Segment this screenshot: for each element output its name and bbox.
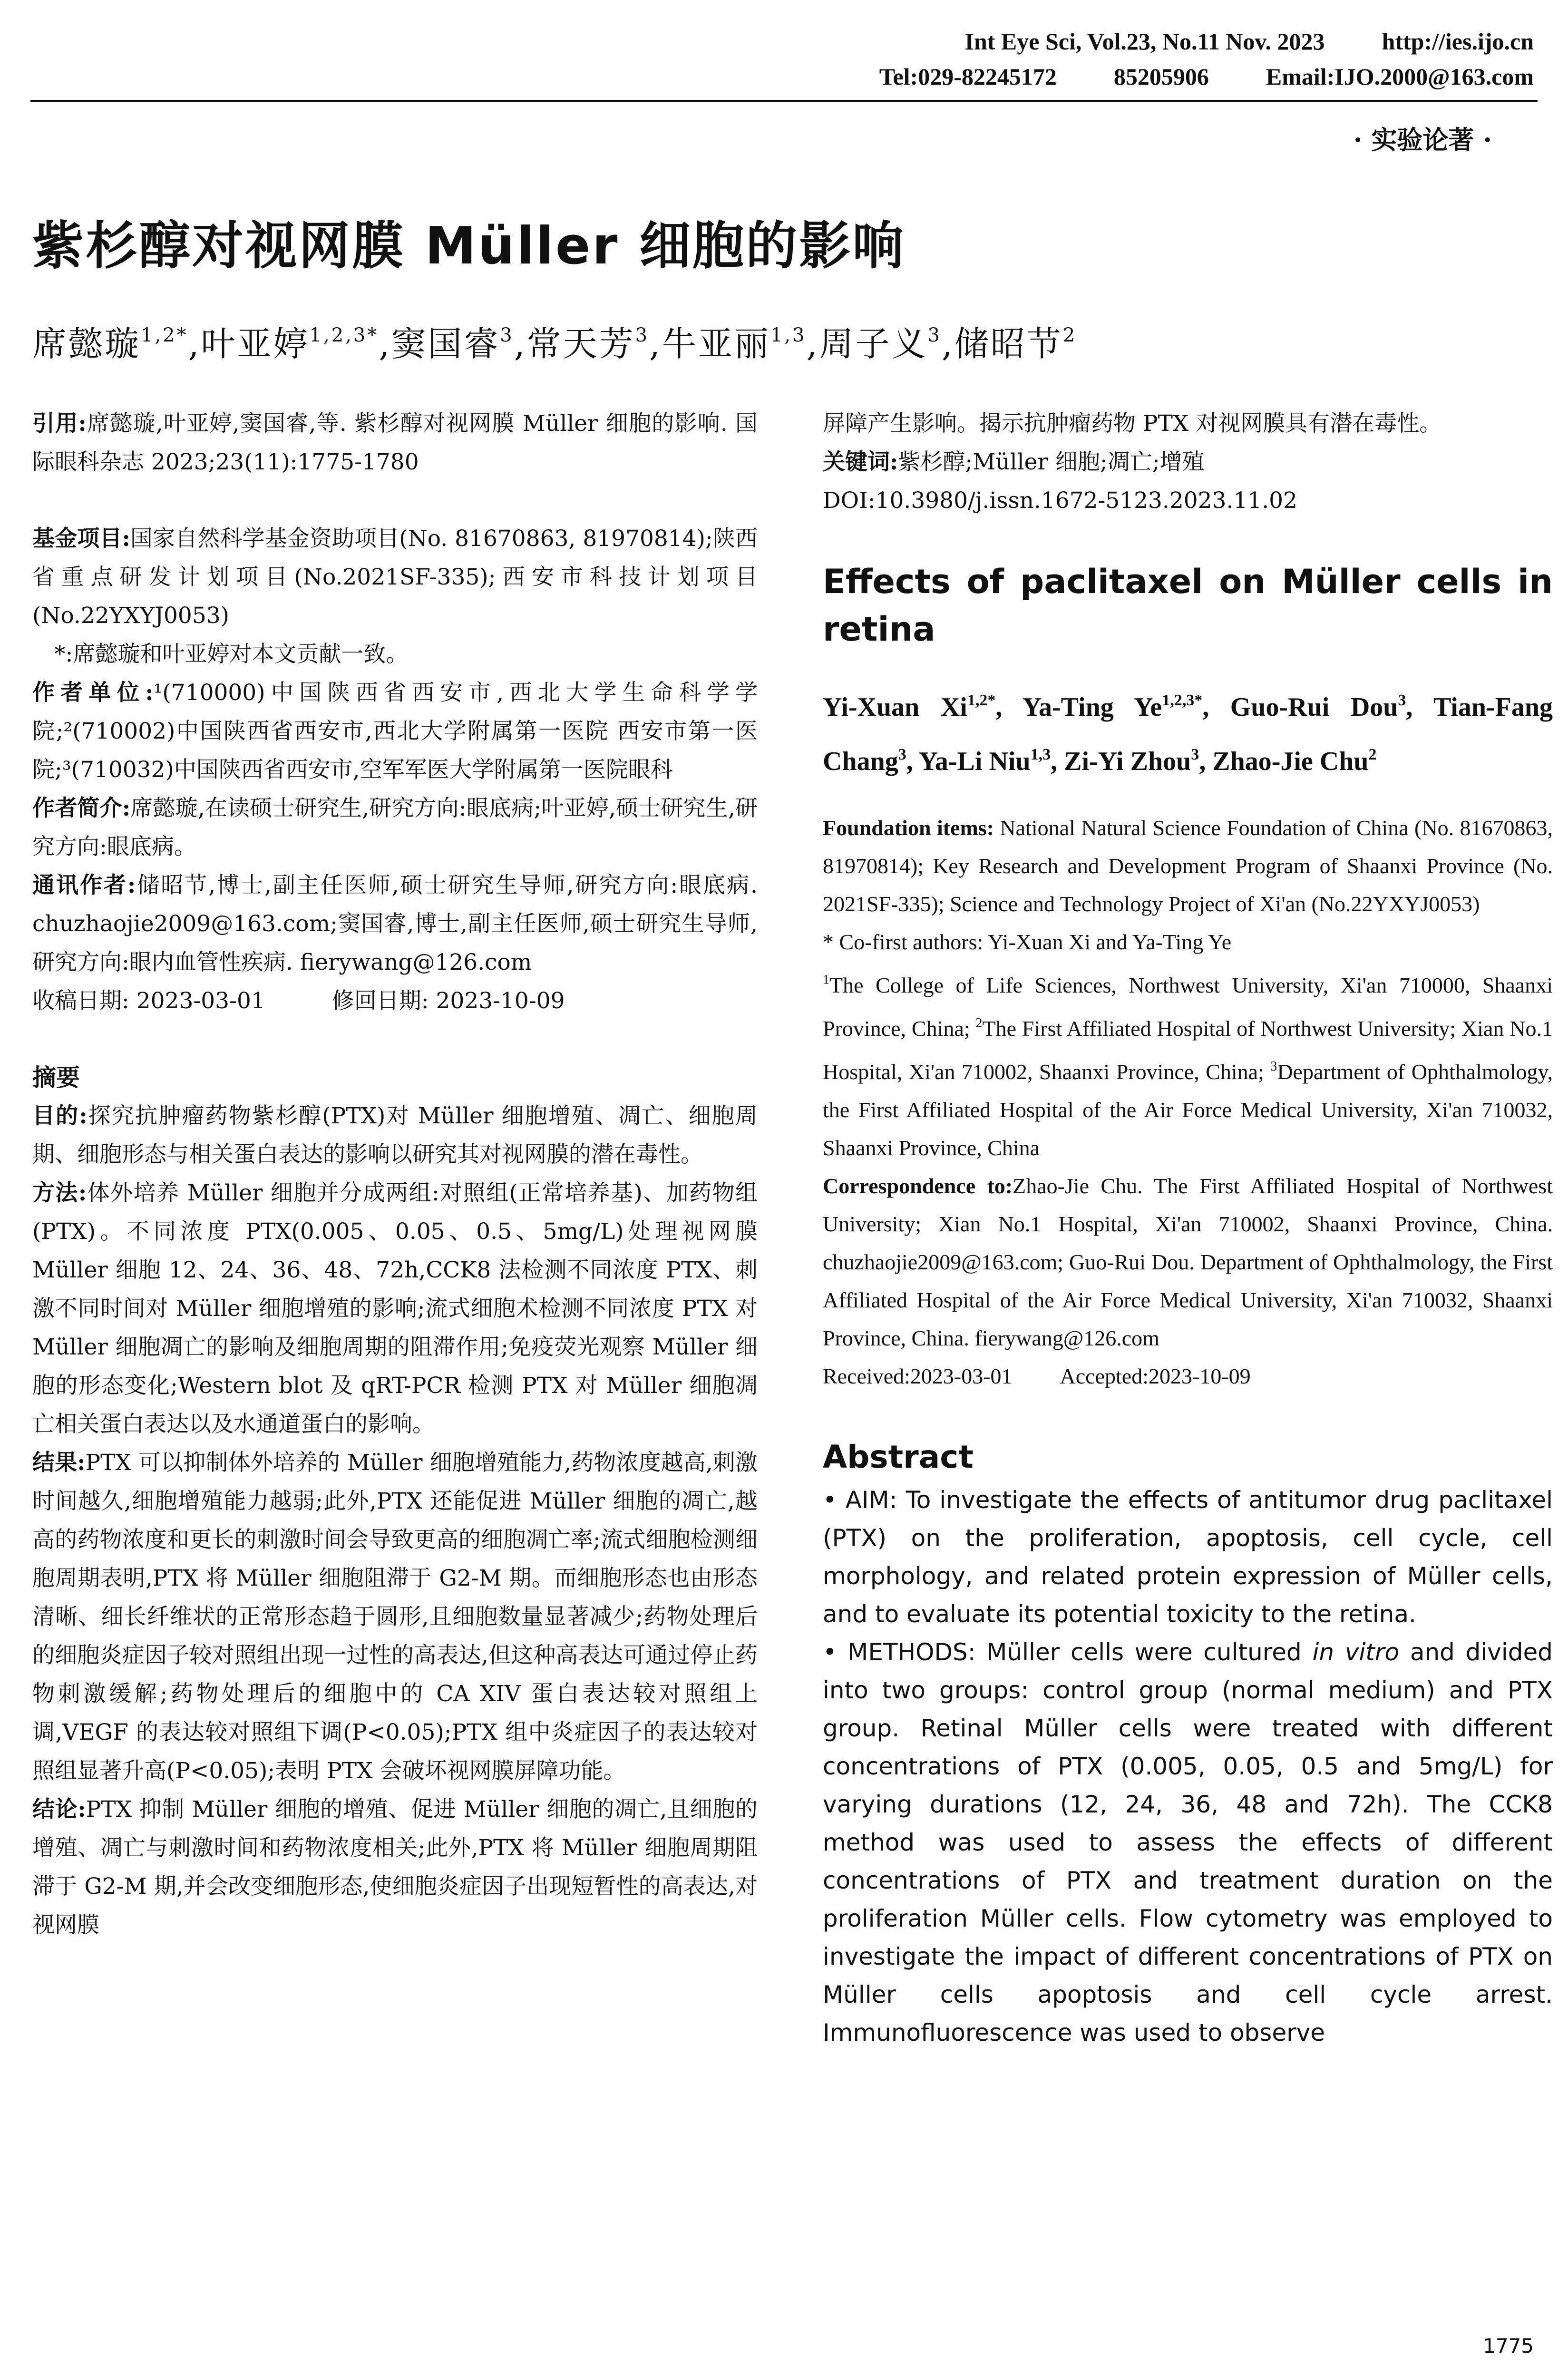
journal-citation: Int Eye Sci, Vol.23, No.11 Nov. 2023 [964,28,1325,55]
author-affiliation-marker: 1,2* [141,324,188,346]
author-name: 窦国睿 [391,324,500,364]
author-list-cn: 席懿璇$^{1,2*}$,叶亚婷$^{1,2,3*}$,窦国睿$^3$,常天芳$^3$,牛亚丽$^{1,3}$,周子义$^3$,储昭节$^2$ [32,324,1077,364]
keywords-cn: 关键词:紫杉醇;Müller 细胞;凋亡;增殖 [823,449,1205,475]
author-name: 储昭节 [954,324,1063,364]
methods-cn: 方法:体外培养 Müller 细胞并分成两组:对照组(正常培养基)、加药物组(PTX)。不同浓度 PTX(0.005、0.05、0.5、5mg/L)处理视网膜 Müller 细胞 12、24、36、48、72h,CCK8 法检测不同浓度 PTX、刺激不同时间对 Müller 细胞增殖的影响;流式细胞术检测不同浓度 PTX 对 Müller 细胞凋亡的影响及细胞周期的阻滞作用;免疫荧光观察 Müller 细胞的形态变化;Western blot 及 qRT-PCR 检测 PTX 对 Müller 细胞凋亡相关蛋白表达以及水通道蛋白的影响。 [32,1180,758,1437]
co-first-note: *:席懿璇和叶亚婷对本文贡献一致。 [54,641,409,667]
author-name: Zhao-Jie Chu [1212,747,1369,776]
dates: 收稿日期: 2023-03-01 修回日期: 2023-10-09 [32,988,565,1014]
section-tag: · 实验论著 · [1353,125,1492,155]
author-affiliation-marker: 2 [1062,324,1077,346]
author-name: Yi-Xuan Xi [823,692,967,722]
author-affiliation-marker: 1,2* [967,692,996,709]
header-line-1 [879,24,1534,59]
left-column [32,404,758,1944]
author-affiliation-marker: 3 [1398,692,1406,709]
author-name: 周子义 [819,324,928,364]
author-name: Ya-Li Niu [918,747,1031,776]
journal-tel: Tel:029-82245172 [879,63,1057,90]
header-divider [30,100,1538,102]
author-affiliation-marker: 2 [1368,746,1377,763]
author-name: Zi-Yi Zhou [1064,747,1191,776]
affiliations-en: $^1$The College of Life Sciences, Northwest University, Xi'an 710000, Shaanxi Province, China; $^2$The First Affiliated Hospital of Northwest University; Xian No.1 Hospital, Xi'an 710002, Shaanxi Province, China; $^3$Department of Ophthalmology, the First Affiliated Hospital of the Air Force Medical University, Xi'an 710032, Shaanxi Province, China [823,973,1553,1160]
doi: DOI:10.3980/j.issn.1672-5123.2023.11.02 [823,487,1297,514]
journal-tel-2: 85205906 [1113,63,1209,90]
correspondence-en: Correspondence to:Zhao-Jie Chu. The First Affiliated Hospital of Northwest University; Xian No.1 Hospital, Xi'an 710002, Shaanxi Province, China. chuzhaojie2009@163.com; Guo-Rui Dou. Department of Ophthalmology, the First Affiliated Hospital of the Air Force Medical University, Xi'an 710032, Shaanxi Province, China. fierywang@126.com [823,1174,1553,1350]
author-name: Guo-Rui Dou [1230,692,1398,722]
author-affiliation-marker: 1,3 [1030,746,1051,763]
page-number: 1775 [1483,2334,1534,2358]
aim-cn: 目的:探究抗肿瘤药物紫杉醇(PTX)对 Müller 细胞增殖、凋亡、细胞周期、细胞形态与相关蛋白表达的影响以研究其对视网膜的潜在毒性。 [32,1103,758,1168]
conclusion-cn: 结论:PTX 抑制 Müller 细胞的增殖、促进 Müller 细胞的凋亡,且细胞的增殖、凋亡与刺激时间和药物浓度相关;此外,PTX 将 Müller 细胞周期阻滞于 G2-M 期,并会改变细胞形态,使细胞炎症因子出现短暂性的高表达,对视网膜 [32,1796,758,1938]
corresponding-author: 通讯作者:储昭节,博士,副主任医师,硕士研究生导师,研究方向:眼底病. chuzhaojie2009@163.com;窦国睿,博士,副主任医师,硕士研究生导师,研究方向:眼内血管性疾病. fierywang@126.com [32,872,758,975]
author-name: 叶亚婷 [201,324,310,364]
author-affiliation-marker: 1,2,3* [1162,692,1203,709]
affiliations: 作者单位:¹(710000)中国陕西省西安市,西北大学生命科学学院;²(710002)中国陕西省西安市,西北大学附属第一医院 西安市第一医院;³(710032)中国陕西省西安市,空军军医大学附属第一医院眼科 [32,680,758,783]
author-bio: 作者简介:席懿璇,在读硕士研究生,研究方向:眼底病;叶亚婷,硕士研究生,研究方向:眼底病。 [32,795,758,860]
right-column [823,404,1553,2052]
citation: 引用:席懿璇,叶亚婷,窦国睿,等. 紫杉醇对视网膜 Müller 细胞的影响. 国际眼科杂志 2023;23(11):1775-1780 [32,410,758,475]
abstract-heading-cn: 摘要 [32,1063,80,1091]
author-affiliation-marker: 3 [898,746,906,763]
journal-email: Email:IJO.2000@163.com [1266,63,1534,90]
author-name: Tian-Fang Chang [823,692,1553,776]
conclusion-cn-continued: 屏障产生影响。揭示抗肿瘤药物 PTX 对视网膜具有潜在毒性。 [823,410,1442,437]
journal-header [879,24,1534,94]
abstract-heading-en: Abstract [823,1439,974,1475]
author-affiliation-marker: 3 [1191,746,1199,763]
author-name: Ya-Ting Ye [1022,692,1162,722]
article-title-en: Effects of paclitaxel on Müller cells in retina [823,562,1553,649]
author-name: 常天芳 [526,324,635,364]
foundation-items-en: Foundation items: National Natural Science Foundation of China (No. 81670863, 81970814); Key Research and Development Program of Shaanxi Province (No. 2021SF-335); Science and Technology Project of Xi'an (No.22YXYJ0053) [823,816,1553,916]
author-affiliation-marker: 3 [927,324,942,346]
author-affiliation-marker: 1,2,3* [309,324,379,346]
author-name: 席懿璇 [32,324,141,364]
dates-en: Received:2023-03-01 Accepted:2023-10-09 [823,1364,1251,1388]
header-line-2 [879,59,1534,94]
aim-en: • AIM: To investigate the effects of antitumor drug paclitaxel (PTX) on the proliferation, apoptosis, cell cycle, cell morphology, and related protein expression of Müller cells, and to evaluate its potential toxicity to the retina. [823,1486,1553,1628]
co-first-note-en: * Co-first authors: Yi-Xuan Xi and Ya-Ting Ye [823,930,1232,954]
author-name: 牛亚丽 [662,324,770,364]
author-affiliation-marker: 3 [635,324,650,346]
author-affiliation-marker: 1,3 [770,324,807,346]
journal-url: http://ies.ijo.cn [1382,28,1534,55]
fund-info: 基金项目:国家自然科学基金资助项目(No. 81670863, 81970814);陕西省重点研发计划项目(No.2021SF-335);西安市科技计划项目(No.22YXYJ0053) [32,526,758,629]
methods-en: • METHODS: Müller cells were cultured in vitro and divided into two groups: control group (normal medium) and PTX group. Retinal Müller cells were treated with different concentrations of PTX (0.005, 0.05, 0.5 and 5mg/L) for varying durations (12, 24, 36, 48 and 72h). The CCK8 method was used to assess the effects of different concentrations of PTX and treatment duration on the proliferation Müller cells. Flow cytometry was employed to investigate the impact of different concentrations of PTX on Müller cells apoptosis and cell cycle arrest. Immunofluorescence was used to observe [823,1638,1553,2046]
author-affiliation-marker: 3 [500,324,514,346]
article-title-cn: 紫杉醇对视网膜 Müller 细胞的影响 [32,216,906,276]
author-list-en: Yi-Xuan $Xi^{1,2*}$, Ya-Ting $Ye^{1,2,3*}$, Guo-Rui Dou$^3$, Tian-Fang Chang$^3$, Ya-Li Niu$^{1,3}$, Zi-Yi Zhou$^3$, Zhao-Jie Chu$^2$ [823,692,1553,776]
results-cn: 结果:PTX 可以抑制体外培养的 Müller 细胞增殖能力,药物浓度越高,刺激时间越久,细胞增殖能力越弱;此外,PTX 还能促进 Müller 细胞的凋亡,越高的药物浓度和更长的刺激时间会导致更高的细胞凋亡率;流式细胞检测细胞周期表明,PTX 将 Müller 细胞阻滞于 G2-M 期。而细胞形态也由形态清晰、细长纤维状的正常形态趋于圆形,且细胞数量显著减少;药物处理后的细胞炎症因子较对照组出现一过性的高表达,但这种高表达可通过停止药物刺激缓解;药物处理后的细胞中的 CA XIV 蛋白表达较对照组上调,VEGF 的表达较对照组下调(P<0.05);PTX 组中炎症因子的表达较对照组显著升高(P<0.05);表明 PTX 会破坏视网膜屏障功能。 [32,1450,758,1784]
